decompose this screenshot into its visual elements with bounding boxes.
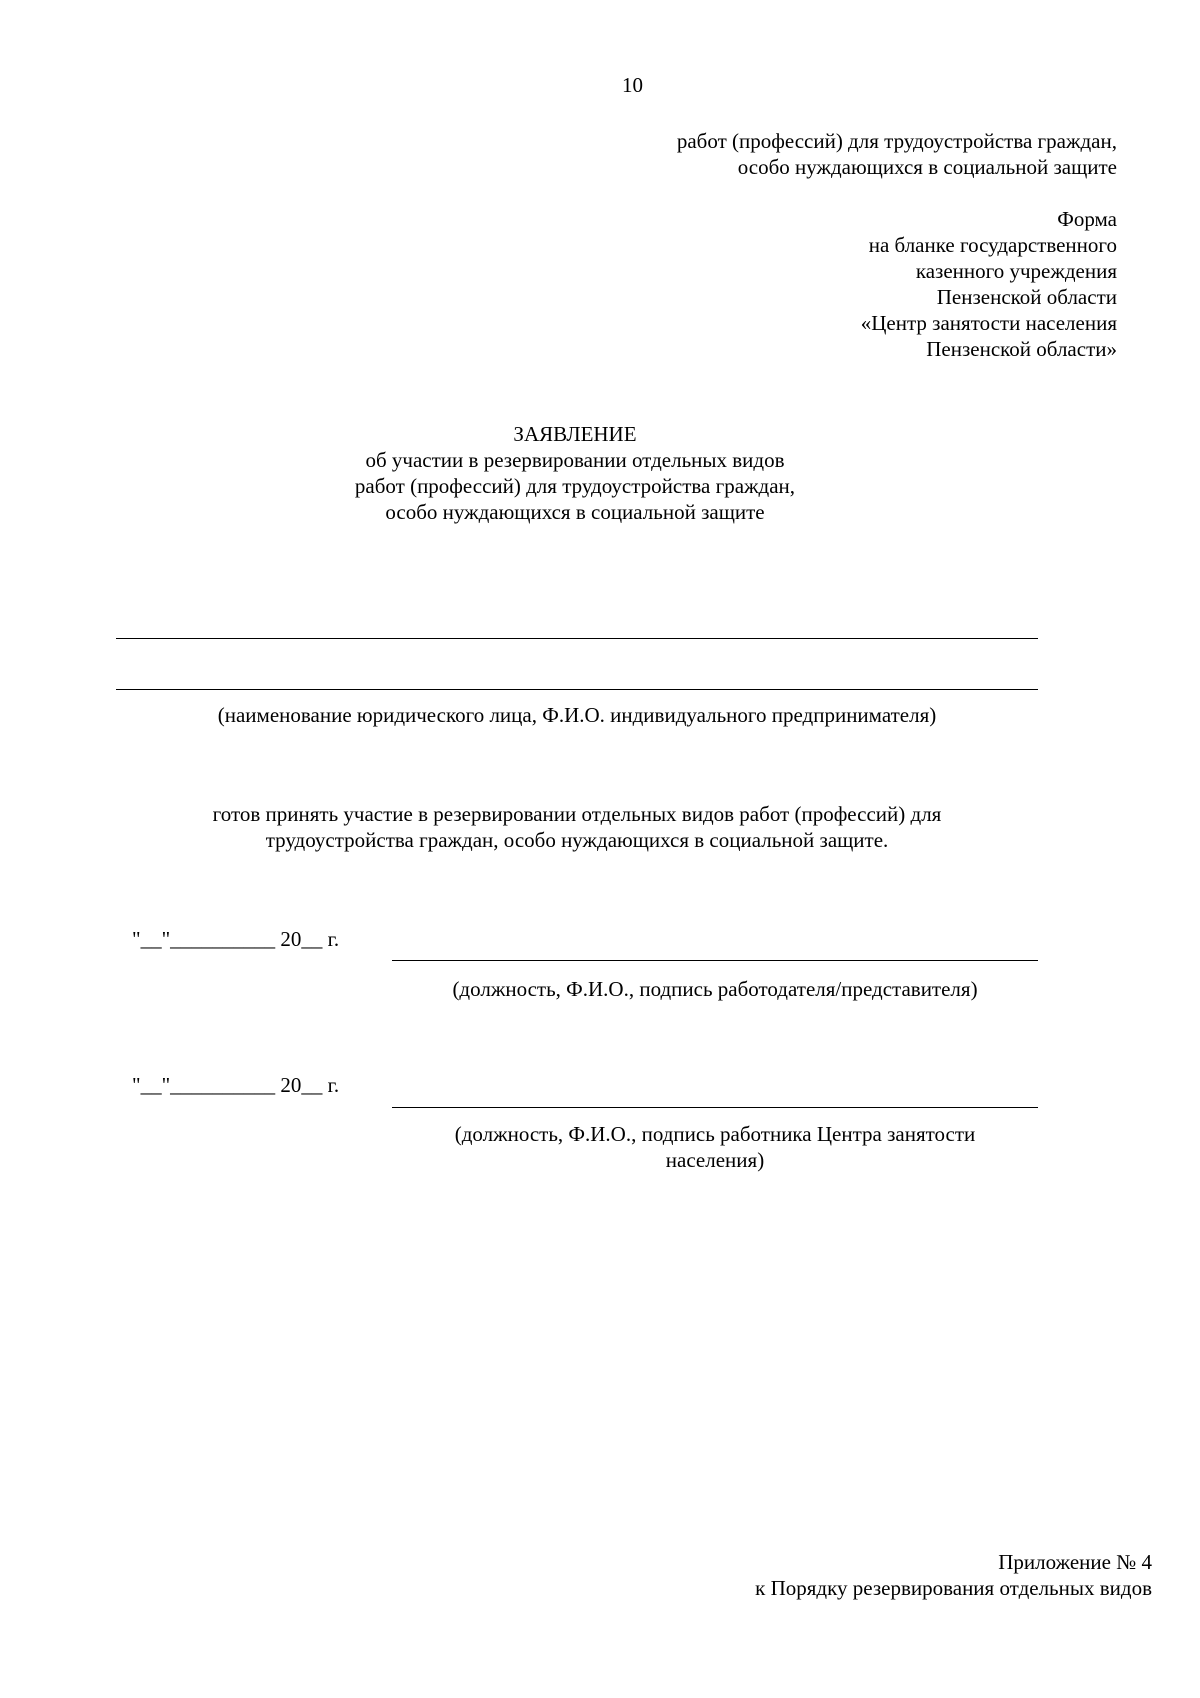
footer: [600, 1549, 1152, 1601]
center-date-field[interactable]: "__"__________ 20__ г.: [132, 1073, 340, 1097]
form-header-line-3: казенного учреждения: [915, 259, 1117, 283]
statement-line-1: готов принять участие в резервировании отдельных видов работ (профессий) для: [212, 802, 942, 826]
employer-date-field[interactable]: "__"__________ 20__ г.: [132, 927, 340, 951]
form-header-line-6: Пензенской области»: [926, 337, 1117, 361]
document-subtitle-line-3: особо нуждающихся в социальной защите: [385, 500, 765, 524]
center-signature-caption-line-2: населения): [665, 1148, 765, 1172]
employer-signature-caption: (должность, Ф.И.О., подпись работодателя/представителя): [452, 977, 978, 1001]
center-signature-line[interactable]: [392, 1107, 1038, 1108]
document-title: ЗАЯВЛЕНИЕ: [513, 422, 637, 446]
form-header: [600, 206, 1117, 362]
center-signature-caption: [392, 1121, 1038, 1173]
document-title-block: [160, 421, 990, 525]
form-header-line-2: на бланке государственного: [868, 233, 1117, 257]
top-continuation-line-2: особо нуждающихся в социальной защите: [737, 155, 1117, 179]
employer-signature-line[interactable]: [392, 960, 1038, 961]
org-name-caption: (наименование юридического лица, Ф.И.О. индивидуального предпринимателя): [217, 703, 937, 727]
top-continuation-line-1: работ (профессий) для трудоустройства граждан,: [676, 129, 1117, 153]
form-header-line-4: Пензенской области: [936, 285, 1117, 309]
page-number: 10: [622, 73, 643, 97]
top-continuation: [500, 128, 1117, 180]
form-header-line-1: Форма: [1057, 207, 1117, 231]
statement: [116, 801, 1038, 853]
footer-line-1: Приложение № 4: [998, 1550, 1152, 1574]
document-subtitle-line-2: работ (профессий) для трудоустройства граждан,: [354, 474, 796, 498]
document-subtitle-line-1: об участии в резервировании отдельных видов: [365, 448, 785, 472]
org-name-line-1[interactable]: [116, 638, 1038, 639]
center-signature-caption-line-1: (должность, Ф.И.О., подпись работника Центра занятости: [454, 1122, 976, 1146]
org-name-line-2[interactable]: [116, 689, 1038, 690]
form-header-line-5: «Центр занятости населения: [860, 311, 1117, 335]
statement-line-2: трудоустройства граждан, особо нуждающихся в социальной защите.: [265, 828, 889, 852]
footer-line-2: к Порядку резервирования отдельных видов: [755, 1576, 1152, 1600]
